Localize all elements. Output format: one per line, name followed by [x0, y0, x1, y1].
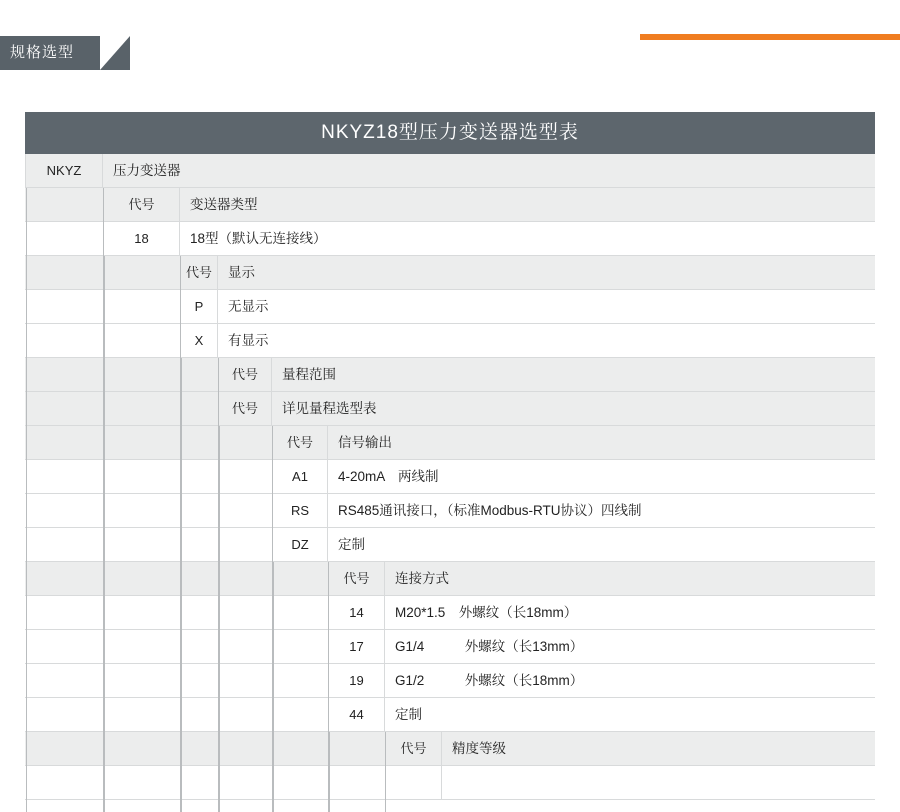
- row-code-cell: A1: [272, 460, 328, 493]
- row-code-cell: [385, 766, 442, 799]
- row-code-cell: DZ: [272, 528, 328, 561]
- table-row: [25, 698, 875, 732]
- table-row: [25, 222, 875, 256]
- table-row: [25, 664, 875, 698]
- row-desc-cell: [442, 766, 875, 799]
- row-code-cell: 19: [328, 664, 385, 697]
- row-desc-cell: G1/2 外螺纹（长18mm）: [395, 673, 584, 688]
- selection-table: [25, 112, 875, 800]
- row-code-cell: 代号: [103, 188, 180, 221]
- table-row: [25, 630, 875, 664]
- table-rows: [25, 154, 875, 800]
- connector-line: [273, 562, 274, 812]
- row-desc-cell: 定制: [395, 707, 422, 722]
- row-desc-cell: 无显示: [228, 299, 269, 314]
- table-row: [25, 392, 875, 426]
- row-desc-cell: 精度等级: [452, 741, 506, 756]
- row-desc-cell: 信号输出: [338, 435, 392, 450]
- connector-line: [385, 732, 386, 812]
- row-code-cell: 17: [328, 630, 385, 663]
- row-code-cell: 14: [328, 596, 385, 629]
- row-desc-cell: 定制: [338, 537, 365, 552]
- table-title: NKYZ18型压力变送器选型表: [25, 112, 875, 154]
- table-row: [25, 188, 875, 222]
- row-code-cell: 代号: [272, 426, 328, 459]
- row-desc-cell: 显示: [228, 265, 255, 280]
- table-row: [25, 290, 875, 324]
- row-code-cell: 代号: [328, 562, 385, 595]
- table-row: [25, 358, 875, 392]
- row-code-cell: X: [180, 324, 218, 357]
- connector-line: [26, 188, 27, 812]
- row-code-cell: NKYZ: [25, 154, 103, 187]
- row-desc-cell: G1/4 外螺纹（长13mm）: [395, 639, 584, 654]
- row-desc-cell: 压力变送器: [113, 163, 181, 178]
- row-desc-cell: 有显示: [228, 333, 269, 348]
- connector-line: [219, 426, 220, 812]
- row-code-cell: 44: [328, 698, 385, 731]
- page-ribbon: [0, 0, 900, 70]
- table-row: [25, 766, 875, 800]
- table-row: [25, 426, 875, 460]
- table-row: [25, 256, 875, 290]
- row-desc-cell: 量程范围: [282, 367, 336, 382]
- table-row: [25, 732, 875, 766]
- row-desc-cell: 详见量程选型表: [282, 401, 377, 416]
- table-row: [25, 596, 875, 630]
- row-desc-cell: M20*1.5 外螺纹（长18mm）: [395, 605, 578, 620]
- row-desc-cell: 4-20mA 两线制: [338, 469, 439, 484]
- table-row: [25, 154, 875, 188]
- connector-line: [104, 256, 105, 812]
- table-row: [25, 494, 875, 528]
- connector-line: [181, 358, 182, 812]
- row-code-cell: P: [180, 290, 218, 323]
- ribbon-tab-label: 规格选型: [10, 44, 75, 61]
- row-code-cell: 代号: [180, 256, 218, 289]
- table-row: [25, 460, 875, 494]
- row-code-cell: 代号: [218, 358, 272, 391]
- table-row: [25, 562, 875, 596]
- row-code-cell: RS: [272, 494, 328, 527]
- row-desc-cell: RS485通讯接口，（标准Modbus-RTU协议）四线制: [338, 503, 642, 518]
- row-code-cell: 代号: [385, 732, 442, 765]
- table-row: [25, 528, 875, 562]
- row-code-cell: 18: [103, 222, 180, 255]
- connector-line: [329, 732, 330, 812]
- table-row: [25, 324, 875, 358]
- row-desc-cell: 变送器类型: [190, 197, 258, 212]
- row-desc-cell: 18型（默认无连接线）: [190, 231, 327, 246]
- ribbon-accent-bar: [640, 34, 900, 40]
- row-desc-cell: 连接方式: [395, 571, 449, 586]
- row-code-cell: 代号: [218, 392, 272, 425]
